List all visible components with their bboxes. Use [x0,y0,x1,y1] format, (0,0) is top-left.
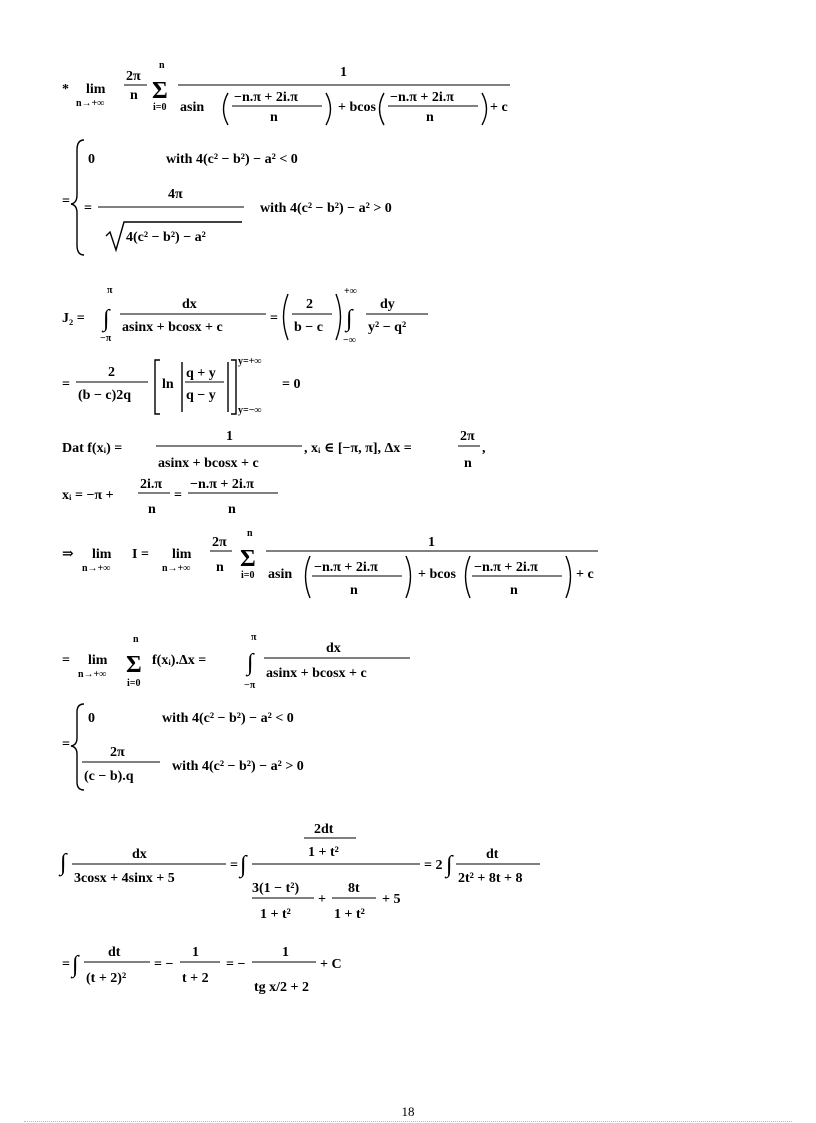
lim-sub: n→+∞ [76,98,105,109]
fraction-num: 1 [428,535,435,550]
eq1-limit-sum [62,60,510,125]
sigma-symbol: Σ [152,78,168,104]
svg-text:=: = [174,488,182,503]
coef-den: n [216,560,224,575]
asin-label: asin [268,567,293,582]
case1-value: 0 [88,711,95,726]
page-number: 18 [401,1104,415,1119]
star-mark: * [62,82,69,97]
I-label: I = [132,547,149,562]
m-den: t + 2 [182,971,209,986]
case2-den: 4(c² − b²) − a² [126,230,206,245]
big-num-num: 2dt [314,822,334,837]
case2-num: 2π [110,745,125,760]
lim-label: lim [86,82,106,97]
lim-sub: n→+∞ [82,563,111,574]
eq4-cases [62,704,304,790]
coef-two: = 2 [424,858,443,873]
lim-sub: n→+∞ [78,669,107,680]
xi-num2: −n.π + 2i.π [190,477,254,492]
integral-sign: ∫ [247,650,254,676]
svg-text:= −: = − [226,957,246,972]
dat-den: asinx + bcosx + c [158,456,259,471]
line2-num: 2 [108,365,115,380]
abs-num: q + y [186,366,216,381]
int-top: π [107,285,113,296]
a-num: 3(1 − t²) [252,881,300,896]
r-num: dt [486,847,499,862]
integral-sign: ∫ [103,306,110,332]
int2-top: +∞ [344,286,357,297]
eq1-cases [62,140,392,255]
j2-num2: dy [380,297,395,312]
footer-divider [24,1121,792,1122]
plus-five: + 5 [382,892,401,907]
a-den: 1 + t² [260,907,291,922]
arg2-num: −n.π + 2i.π [390,90,454,105]
integral-sign-2: ∫ [240,852,247,878]
svg-text:=: = [84,201,92,216]
case1-condition: with 4(c² − b²) − a² < 0 [166,152,298,167]
n-num: 1 [282,945,289,960]
svg-text:=: = [62,737,70,752]
int-top: π [251,632,257,643]
bcos-label: + bcos [338,100,376,115]
sum-bot: i=0 [153,102,167,113]
svg-text:=: = [62,194,70,209]
dat-tail: , xᵢ ∈ [−π, π], Δx = [304,441,412,456]
arg1-num: −n.π + 2i.π [314,560,378,575]
sum-bot: i=0 [127,678,141,689]
dat-num: 1 [226,429,233,444]
result: = 0 [282,377,301,392]
fraction-num: 1 [340,65,347,80]
svg-text:=: = [62,653,70,668]
arg2-num: −n.π + 2i.π [474,560,538,575]
arg1-den: n [270,110,278,125]
xi-lhs: xᵢ = −π + [62,488,114,503]
int-bot: −π [244,680,256,691]
eval-top: y=+∞ [238,356,262,367]
j2-den2: y² − q² [368,320,407,335]
m-num: 1 [192,945,199,960]
integral-sign: ∫ [60,850,67,876]
j2-den: asinx + bcosx + c [122,320,223,335]
dx-den: n [464,456,472,471]
num: dx [132,847,147,862]
case2-num: 4π [168,187,183,202]
case1-value: 0 [88,152,95,167]
sum-top: n [247,528,253,539]
sum-bot: i=0 [241,570,255,581]
big-num-den: 1 + t² [308,845,339,860]
int-bot: −π [100,333,112,344]
abs-den: q − y [186,388,216,403]
l2-num: dt [108,945,121,960]
bcos-label: + bcos [418,567,456,582]
arg2-den: n [510,583,518,598]
j2-line2 [62,356,300,416]
integral-sign-4: ∫ [72,952,79,978]
lim-label: lim [88,653,108,668]
num: dx [326,641,341,656]
case2-den: (c − b).q [84,769,134,784]
coef-den: b − c [294,320,323,335]
implies-arrow: ⇒ [62,547,74,562]
sum-top: n [133,634,139,645]
dx-num: 2π [460,429,475,444]
svg-text:,: , [482,441,486,456]
constant: + C [320,957,342,972]
xi-num1: 2i.π [140,477,163,492]
dat-definition [62,429,486,471]
tail-c: + c [576,567,594,582]
riemann-body: f(xᵢ).Δx = [152,653,207,668]
j2-line1 [62,285,428,346]
lim-label-2: lim [172,547,192,562]
svg-text:=: = [270,311,278,326]
eval-bot: y=−∞ [238,405,262,416]
eq5-result [62,945,342,995]
eq4-riemann [62,632,410,691]
svg-text:+: + [318,892,326,907]
dat-label: Dat f(xᵢ) = [62,441,123,456]
svg-text:=: = [62,957,70,972]
arg1-den: n [350,583,358,598]
svg-text:=: = [230,858,238,873]
j2-num: dx [182,297,197,312]
integral-sign-2: ∫ [346,306,353,332]
case2-condition: with 4(c² − b²) − a² > 0 [260,201,392,216]
coef-num: 2π [212,535,227,550]
b-num: 8t [348,881,360,896]
den: asinx + bcosx + c [266,666,367,681]
n-den: tg x/2 + 2 [254,980,310,995]
xi-den1: n [148,502,156,517]
sum-top: n [159,60,165,71]
ln-label: ln [162,377,174,392]
lim-sub-2: n→+∞ [162,563,191,574]
sigma-symbol: Σ [240,546,256,572]
coef-num: 2π [126,69,141,84]
xi-den2: n [228,502,236,517]
asin-label: asin [180,100,205,115]
line2-den: (b − c)2q [78,388,132,403]
sigma-symbol: Σ [126,652,142,678]
case2-condition: with 4(c² − b²) − a² > 0 [172,759,304,774]
xi-definition [62,477,278,517]
j2-lhs: J₂ = [62,311,85,326]
arg2-den: n [426,110,434,125]
integral-sign-3: ∫ [446,852,453,878]
arg1-num: −n.π + 2i.π [234,90,298,105]
coef-num: 2 [306,297,313,312]
den: 3cosx + 4sinx + 5 [74,871,175,886]
b-den: 1 + t² [334,907,365,922]
lim-label: lim [92,547,112,562]
coef-den: n [130,88,138,103]
tail-c: + c [490,100,508,115]
l2-den: (t + 2)² [86,971,127,986]
svg-text:=: = [62,377,70,392]
r-den: 2t² + 8t + 8 [458,871,523,886]
svg-text:= −: = − [154,957,174,972]
case1-condition: with 4(c² − b²) − a² < 0 [162,711,294,726]
int2-bot: −∞ [343,335,356,346]
eq5-substitution [58,822,540,922]
implies-limit [62,528,598,598]
